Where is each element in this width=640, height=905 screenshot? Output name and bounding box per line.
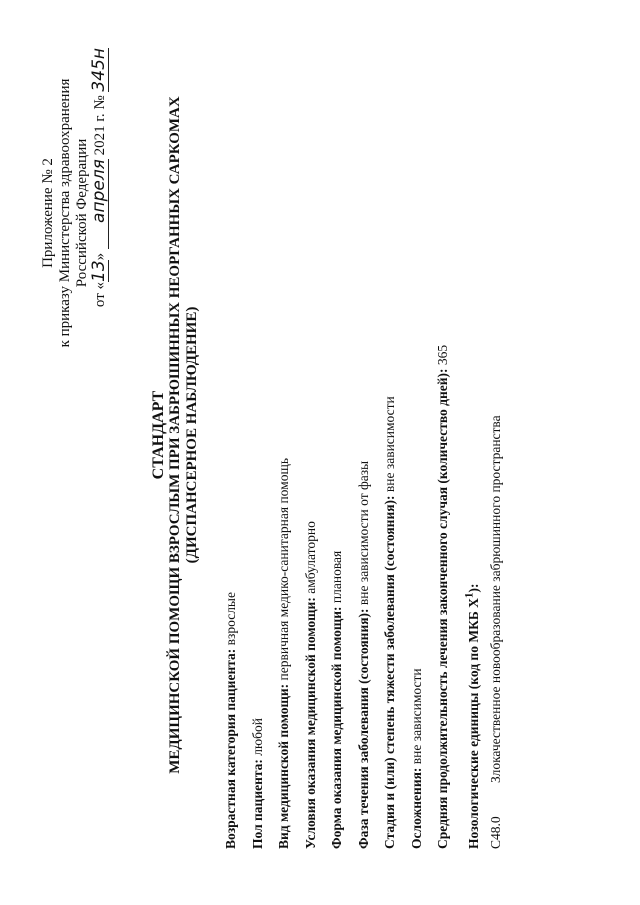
field-value: вне зависимости от фазы [355, 460, 371, 609]
icd-code: C48.0 [488, 816, 503, 849]
title-line-3: (ДИСПАНСЕРНОЕ НАБЛЮДЕНИЕ) [184, 306, 200, 564]
date-prefix: от « [92, 281, 108, 308]
field-label-text: Нозологические единицы (код по МКБ X [466, 598, 481, 849]
appendix-line-1: Приложение № 2 [40, 158, 56, 268]
field-label: Пол пациента: [249, 759, 265, 849]
field-value: вне зависимости [408, 668, 424, 768]
field-label: Условия оказания медицинской помощи: [302, 597, 318, 849]
handwritten-month: апреля [91, 159, 109, 249]
field-age-category [218, 29, 245, 849]
field-value: любой [249, 718, 265, 760]
field-value: взрослые [223, 592, 238, 649]
field-label: Форма оказания медицинской помощи: [329, 606, 344, 849]
field-label: Осложнения: [408, 767, 424, 849]
field-label: Средняя продолжительность лечения законченного случая (количество дней): [435, 368, 450, 849]
handwritten-order-number: 345н [89, 48, 109, 92]
footnote-mark: 1 [463, 592, 476, 599]
field-label-end: ): [466, 583, 481, 593]
date-year: 2021 г. № [92, 91, 108, 160]
field-label: Вид медицинской помощи: [276, 683, 291, 849]
date-mid: » [92, 249, 108, 261]
field-sex [245, 29, 272, 849]
handwritten-day: 13 [89, 260, 109, 282]
field-treatment-duration [430, 29, 457, 849]
appendix-line-3: Российской Федерации [74, 138, 90, 288]
field-label: Фаза течения заболевания (состояния): [355, 608, 371, 849]
field-value: вне зависимости [382, 396, 397, 496]
field-nosology-header [457, 29, 484, 849]
standard-title [150, 55, 201, 815]
nosology-row [483, 29, 510, 849]
icd-name: Злокачественное новообразование забрюшинного пространства [488, 415, 503, 783]
field-complications [404, 29, 431, 849]
field-care-form [324, 29, 351, 849]
field-disease-stage [377, 29, 404, 849]
field-value: первичная медико-санитарная помощь [276, 457, 291, 684]
appendix-line-2: к приказу Министерства здравоохранения [57, 78, 73, 348]
field-care-conditions [298, 29, 325, 849]
title-line-1: СТАНДАРТ [150, 390, 167, 480]
field-care-type [271, 29, 298, 849]
appendix-block [40, 48, 109, 378]
field-disease-phase [351, 29, 378, 849]
title-line-2: МЕДИЦИНСКОЙ ПОМОЩИ ВЗРОСЛЫМ ПРИ ЗАБРЮШИННЫХ НЕОРГАННЫХ САРКОМАХ [167, 96, 183, 774]
order-date-line [91, 48, 109, 378]
field-value: 365 [435, 344, 450, 369]
standard-fields [218, 29, 510, 849]
field-value: плановая [329, 550, 344, 607]
field-label: Стадия и (или) степень тяжести заболевания (состояния): [382, 495, 397, 849]
field-label [463, 583, 481, 849]
field-value: амбулаторно [302, 521, 318, 598]
field-label: Возрастная категория пациента: [223, 648, 238, 849]
